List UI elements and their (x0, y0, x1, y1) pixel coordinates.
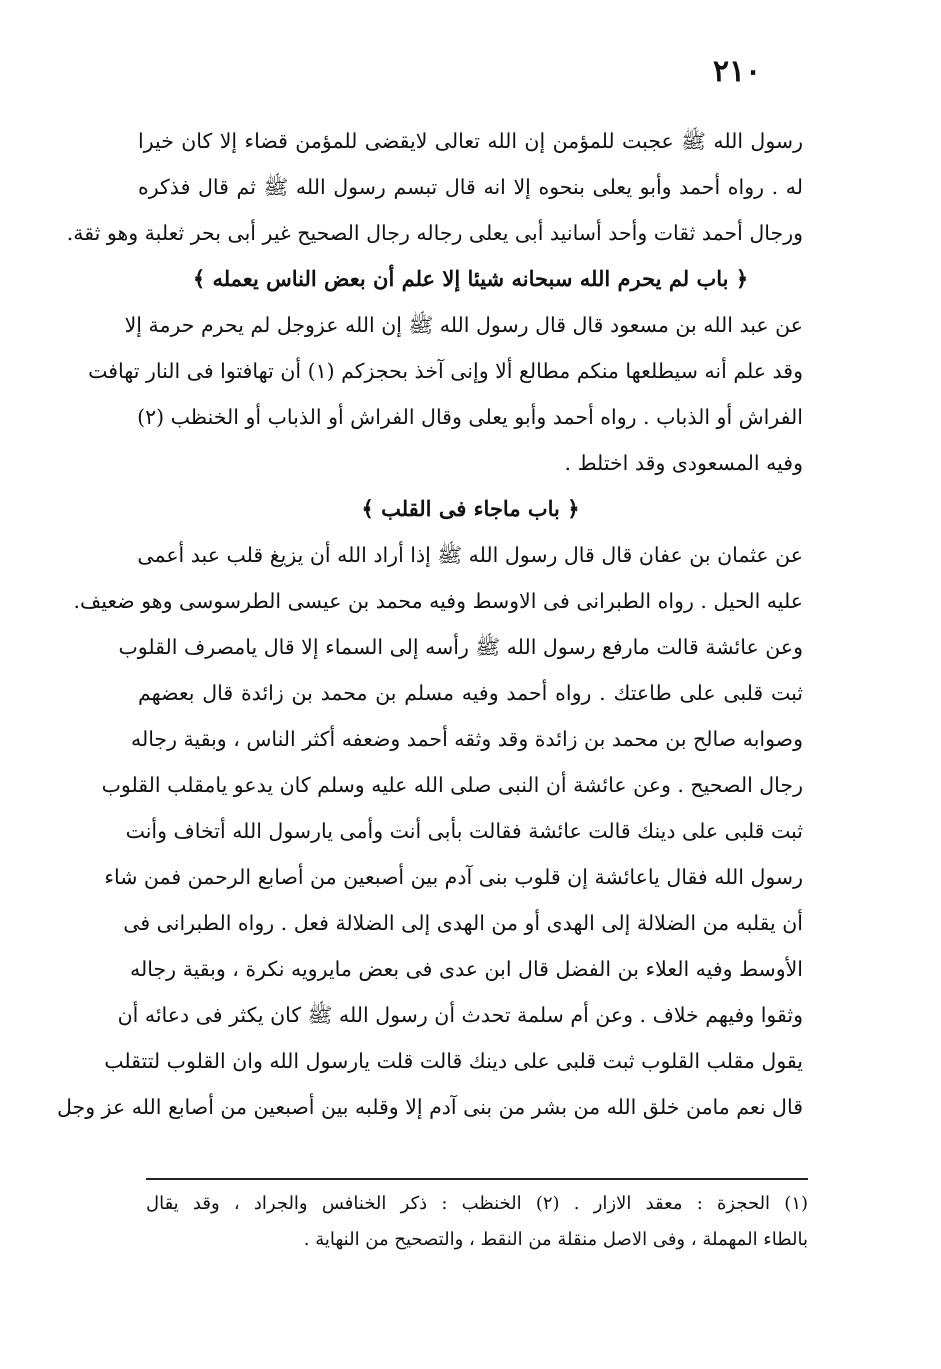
main-text (57, 118, 803, 1130)
section-heading: ﴿ باب ماجاء فى القلب ﴾ (361, 496, 580, 521)
text-line: وعن عائشة قالت مارفع رسول الله ﷺ رأسه إلى السماء إلا قال يامصرف القلوب (118, 635, 803, 659)
text-line: ثبت قلبى على دينك قالت عائشة فقالت بأبى أنت وأمى يارسول الله أتخاف وأنت (125, 819, 803, 843)
text-line: عن عثمان بن عفان قال قال رسول الله ﷺ إذا أراد الله أن يزيغ قلب عبد أعمى (137, 543, 803, 567)
footnotes (146, 1186, 808, 1258)
text-line: رسول الله ﷺ عجبت للمؤمن إن الله تعالى لايقضى للمؤمن قضاء إلا كان خيرا (138, 129, 803, 153)
text-line-short: وفيه المسعودى وقد اختلط . (564, 451, 803, 475)
text-line: رجال الصحيح . وعن عائشة أن النبى صلى الله عليه وسلم كان يدعو يامقلب القلوب (101, 773, 803, 797)
text-line: رسول الله فقال ياعائشة إن قلوب بنى آدم بين أصبعين من أصابع الرحمن فمن شاء (104, 865, 803, 889)
text-line: الأوسط وفيه العلاء بن الفضل قال ابن عدى فى بعض مايرويه نكرة ، وبقية رجاله (130, 957, 803, 981)
text-line: وقد علم أنه سيطلعها منكم مطالع ألا وإنى آخذ بحجزكم (١) أن تهافتوا فى النار تهافت (88, 359, 803, 383)
footnote-line: (١) الحجزة : معقد الازار . (٢) الخنظب : ذكر الخنافس والجراد ، وقد يقال (146, 1193, 809, 1214)
text-line: له . رواه أحمد وأبو يعلى بنحوه إلا انه قال تبسم رسول الله ﷺ ثم قال فذكره (138, 175, 803, 199)
page-number: ٢١٠ (712, 54, 762, 89)
footnote-line: بالطاء المهملة ، وفى الاصل منقلة من النقط ، والتصحيح من النهاية . (303, 1229, 808, 1250)
text-line: الفراش أو الذباب . رواه أحمد وأبو يعلى وقال الفراش أو الذباب أو الخنظب (٢) (137, 405, 803, 429)
text-line: أن يقلبه من الضلالة إلى الهدى أو من الهدى إلى الضلالة فعل . رواه الطبرانى فى (123, 911, 803, 935)
text-line: ثبت قلبى على طاعتك . رواه أحمد وفيه مسلم بن محمد بن زائدة قال بعضهم (138, 681, 803, 705)
text-line: وثقوا وفيهم خلاف . وعن أم سلمة تحدث أن رسول الله ﷺ كان يكثر فى دعائه أن (117, 1003, 803, 1027)
text-line: عليه الحيل . رواه الطبرانى فى الاوسط وفيه محمد بن عيسى الطرسوسى وهو ضعيف. (73, 589, 803, 613)
text-line: وصوابه صالح بن محمد بن زائدة وقد وثقه أحمد وضعفه أكثر الناس ، وبقية رجاله (130, 727, 803, 751)
footnote-divider (146, 1178, 808, 1180)
text-line: قال نعم مامن خلق الله من بشر من بنى آدم إلا وقلبه بين أصبعين من أصابع الله عز وجل (57, 1095, 803, 1119)
text-line: عن عبد الله بن مسعود قال قال رسول الله ﷺ إن الله عزوجل لم يحرم حرمة إلا (124, 313, 803, 337)
section-heading: ﴿ باب لم يحرم الله سبحانه شيئا إلا علم أن بعض الناس يعمله ﴾ (192, 266, 749, 291)
text-line: يقول مقلب القلوب ثبت قلبى على دينك قالت قلت يارسول الله وان القلوب لتتقلب (104, 1049, 803, 1073)
text-line: ورجال أحمد ثقات وأحد أسانيد أبى يعلى رجاله رجال الصحيح غير أبى بحر ثعلبة وهو ثقة. (66, 221, 803, 245)
